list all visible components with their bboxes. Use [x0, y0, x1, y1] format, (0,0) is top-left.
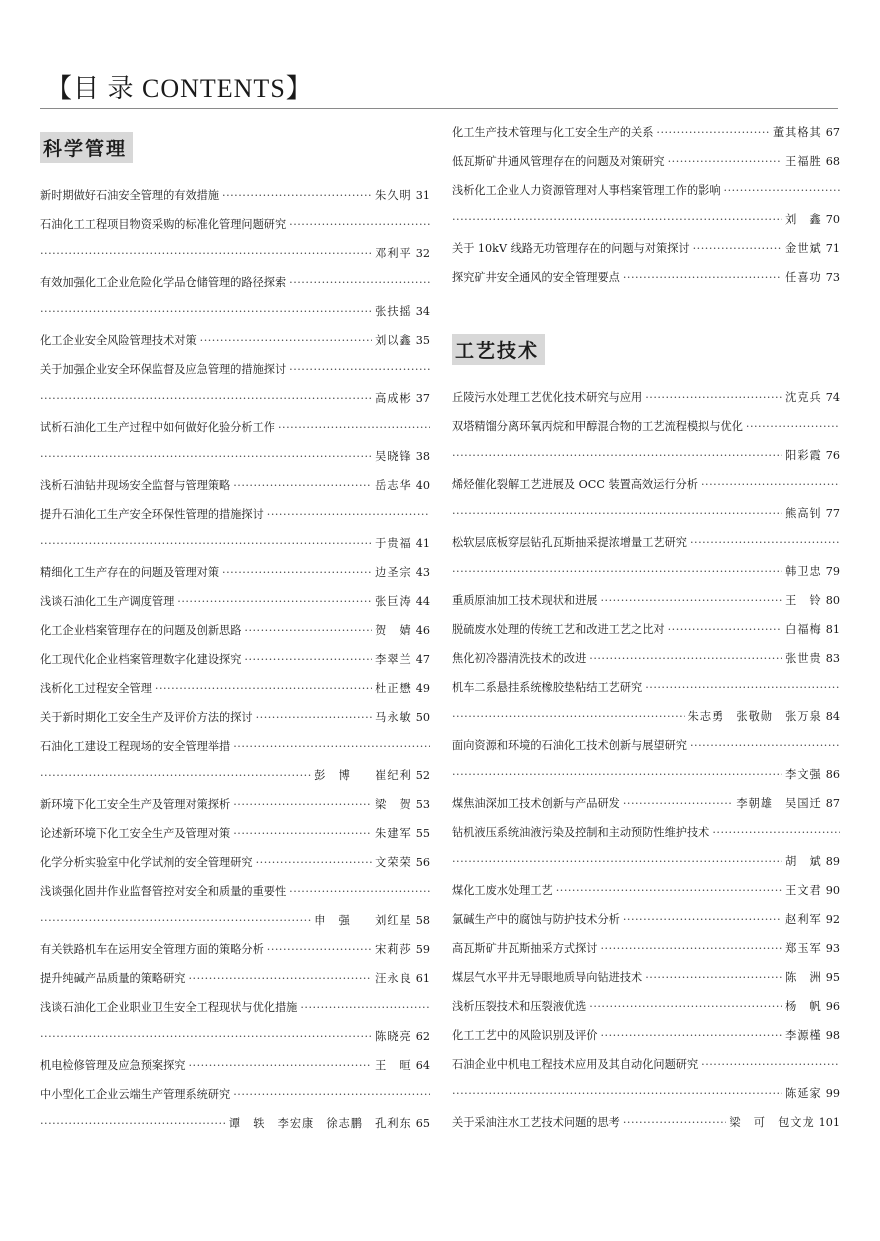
dot-leader [267, 943, 372, 956]
right-column [452, 110, 840, 1143]
toc-entry[interactable] [452, 1114, 840, 1143]
entry-page: 49 [415, 682, 430, 695]
dot-leader [452, 449, 782, 462]
dot-leader [452, 565, 782, 578]
entry-author: 王文君 [785, 884, 822, 897]
entry-author: 刘 鑫 [785, 213, 822, 226]
entry-page: 64 [415, 1059, 430, 1072]
entry-author: 岳志华 [375, 479, 412, 492]
entry-author: 梁 可 包文龙 [729, 1116, 815, 1129]
entry-author: 朱志勇 张敬勋 张万泉 [687, 710, 822, 723]
entry-page: 89 [825, 855, 840, 868]
toc-entry[interactable] [452, 182, 840, 211]
toc-entry[interactable] [40, 767, 430, 796]
toc-entry[interactable] [452, 124, 840, 153]
toc-entry[interactable] [452, 766, 840, 795]
toc-entry[interactable] [40, 1115, 430, 1144]
dot-leader [656, 126, 770, 139]
entry-page: 76 [825, 449, 840, 462]
entry-page: 99 [825, 1087, 840, 1100]
entry-author: 边圣宗 [375, 566, 412, 579]
entry-author: 张巨涛 [375, 595, 412, 608]
dot-leader [746, 420, 840, 433]
dot-leader [452, 507, 782, 520]
entry-page: 84 [825, 710, 840, 723]
entry-author: 吴晓锋 [375, 450, 412, 463]
entry-author: 高成彬 [375, 392, 412, 405]
dot-leader [188, 1059, 372, 1072]
dot-leader [40, 769, 311, 782]
entry-title: 浅析压裂技术和压裂液优选 [452, 1000, 587, 1013]
dot-leader [452, 1087, 782, 1100]
entry-title: 化工工艺中的风险识别及评价 [452, 1029, 598, 1042]
entry-page: 37 [415, 392, 430, 405]
page-title: 【目 录 CONTENTS】 [46, 74, 313, 103]
toc-entry[interactable] [452, 505, 840, 534]
toc-entry[interactable] [452, 1085, 840, 1114]
toc-entry[interactable] [40, 187, 430, 216]
toc-entry[interactable] [40, 216, 430, 245]
entry-page: 71 [825, 242, 840, 255]
entry-title: 浅析石油钻井现场安全监督与管理策略 [40, 479, 231, 492]
entry-title: 脱硫废水处理的传统工艺和改进工艺之比对 [452, 623, 665, 636]
entry-author: 郑玉军 [785, 942, 822, 955]
entry-author: 梁 贺 [375, 798, 412, 811]
entry-author: 熊高钊 [785, 507, 822, 520]
dot-leader [278, 421, 430, 434]
entry-page: 61 [415, 972, 430, 985]
toc-entry[interactable] [40, 477, 430, 506]
toc-entry[interactable] [40, 825, 430, 854]
entry-title: 化工生产技术管理与化工安全生产的关系 [452, 126, 654, 139]
dot-leader [724, 184, 840, 197]
toc-list-right-top [452, 124, 840, 298]
toc-entry[interactable] [452, 476, 840, 505]
dot-leader [623, 1116, 726, 1129]
entry-page: 56 [415, 856, 430, 869]
dot-leader [40, 914, 311, 927]
dot-leader [693, 242, 783, 255]
toc-entry[interactable] [452, 1056, 840, 1085]
dot-leader [645, 681, 840, 694]
entry-author: 文荣荣 [375, 856, 412, 869]
toc-entry[interactable] [452, 998, 840, 1027]
entry-title: 有关铁路机车在运用安全管理方面的策略分析 [40, 943, 264, 956]
dot-leader [244, 653, 372, 666]
entry-title: 化学分析实验室中化学试剂的安全管理研究 [40, 856, 253, 869]
toc-header [40, 62, 838, 109]
toc-entry[interactable] [40, 796, 430, 825]
entry-author: 王 晅 [375, 1059, 412, 1072]
entry-title: 钻机液压系统油液污染及控制和主动预防性维护技术 [452, 826, 710, 839]
entry-page: 67 [825, 126, 840, 139]
entry-author: 贺 婧 [375, 624, 412, 637]
dot-leader [40, 537, 372, 550]
toc-entry[interactable] [40, 245, 430, 274]
toc-entry[interactable] [452, 418, 840, 447]
entry-title: 提升纯碱产品质量的策略研究 [40, 972, 186, 985]
toc-entry[interactable] [452, 447, 840, 476]
dot-leader [244, 624, 372, 637]
dot-leader [289, 218, 430, 231]
entry-title: 浅析化工过程安全管理 [40, 682, 152, 695]
dot-leader [40, 247, 372, 260]
entry-title: 关于采油注水工艺技术问题的思考 [452, 1116, 620, 1129]
entry-page: 44 [415, 595, 430, 608]
entry-author: 邓利平 [375, 247, 412, 260]
toc-entry[interactable] [40, 883, 430, 912]
entry-page: 68 [825, 155, 840, 168]
entry-title: 石油化工建设工程现场的安全管理举措 [40, 740, 231, 753]
toc-entry[interactable] [40, 1028, 430, 1057]
dot-leader [222, 189, 372, 202]
dot-leader [40, 450, 372, 463]
section-title-craft: 工艺技术 [452, 334, 545, 365]
entry-author: 金世斌 [785, 242, 822, 255]
entry-page: 83 [825, 652, 840, 665]
entry-title: 中小型化工企业云端生产管理系统研究 [40, 1088, 231, 1101]
dot-leader [701, 478, 840, 491]
dot-leader [233, 479, 372, 492]
toc-list-left [40, 187, 430, 1144]
entry-author: 刘以鑫 [375, 334, 412, 347]
toc-entry[interactable] [40, 709, 430, 738]
entry-title: 精细化工生产存在的问题及管理对策 [40, 566, 220, 579]
entry-title: 重质原油加工技术现状和进展 [452, 594, 598, 607]
entry-page: 34 [415, 305, 430, 318]
entry-author: 王福胜 [785, 155, 822, 168]
entry-title: 氯碱生产中的腐蚀与防护技术分析 [452, 913, 620, 926]
entry-page: 73 [825, 271, 840, 284]
dot-leader [155, 682, 372, 695]
entry-page: 43 [415, 566, 430, 579]
entry-author: 张世贵 [785, 652, 822, 665]
entry-page: 65 [415, 1117, 430, 1130]
entry-title: 双塔精馏分离环氧丙烷和甲醇混合物的工艺流程模拟与优化 [452, 420, 743, 433]
dot-leader [188, 972, 372, 985]
toc-entry[interactable] [40, 1086, 430, 1115]
entry-title: 面向资源和环境的石油化工技术创新与展望研究 [452, 739, 687, 752]
entry-page: 38 [415, 450, 430, 463]
entry-page: 98 [825, 1029, 840, 1042]
entry-author: 韩卫忠 [785, 565, 822, 578]
entry-page: 95 [825, 971, 840, 984]
entry-author: 阳彩霞 [785, 449, 822, 462]
toc-entry[interactable] [40, 941, 430, 970]
entry-author: 李翠兰 [375, 653, 412, 666]
entry-author: 任喜功 [785, 271, 822, 284]
entry-page: 55 [415, 827, 430, 840]
entry-author: 王 铃 [785, 594, 822, 607]
toc-list-right-bottom [452, 389, 840, 1143]
entry-title: 化工企业档案管理存在的问题及创新思路 [40, 624, 242, 637]
entry-author: 谭 轶 李宏康 徐志鹏 孔利东 [228, 1117, 412, 1130]
toc-entry[interactable] [452, 795, 840, 824]
entry-title: 论述新环境下化工安全生产及管理对策 [40, 827, 231, 840]
entry-page: 35 [415, 334, 430, 347]
entry-page: 46 [415, 624, 430, 637]
dot-leader [40, 1030, 372, 1043]
entry-author: 申 强 刘红星 [314, 914, 412, 927]
toc-entry[interactable] [452, 1027, 840, 1056]
entry-author: 李文强 [785, 768, 822, 781]
entry-page: 70 [825, 213, 840, 226]
entry-page: 32 [415, 247, 430, 260]
toc-entry[interactable] [40, 593, 430, 622]
entry-title: 煤层气水平井无导眼地质导向钻进技术 [452, 971, 643, 984]
toc-entry[interactable] [452, 824, 840, 853]
entry-author: 于贵福 [375, 537, 412, 550]
toc-entry[interactable] [40, 564, 430, 593]
dot-leader [289, 363, 430, 376]
entry-page: 47 [415, 653, 430, 666]
dot-leader [556, 884, 782, 897]
entry-author: 陈 洲 [785, 971, 822, 984]
dot-leader [623, 797, 734, 810]
toc-entry[interactable] [40, 738, 430, 767]
left-column [40, 110, 430, 1144]
dot-leader [233, 740, 430, 753]
toc-entry[interactable] [452, 389, 840, 418]
entry-author: 张扶摇 [375, 305, 412, 318]
entry-author: 董其格其 [772, 126, 822, 139]
entry-title: 新时期做好石油安全管理的有效措施 [40, 189, 220, 202]
entry-title: 低瓦斯矿井通风管理存在的问题及对策研究 [452, 155, 665, 168]
dot-leader [600, 594, 782, 607]
dot-leader [712, 826, 840, 839]
dot-leader [289, 885, 430, 898]
dot-leader [600, 1029, 782, 1042]
dot-leader [452, 710, 685, 723]
entry-page: 92 [825, 913, 840, 926]
toc-entry[interactable] [452, 153, 840, 182]
entry-page: 96 [825, 1000, 840, 1013]
toc-entry[interactable] [452, 592, 840, 621]
dot-leader [256, 856, 373, 869]
toc-entry[interactable] [452, 911, 840, 940]
entry-title: 丘陵污水处理工艺优化技术研究与应用 [452, 391, 643, 404]
entry-title: 关于新时期化工安全生产及评价方法的探讨 [40, 711, 253, 724]
entry-title: 提升石油化工生产安全环保性管理的措施探讨 [40, 508, 264, 521]
entry-title: 浅谈石油化工企业职业卫生安全工程现状与优化措施 [40, 1001, 298, 1014]
entry-page: 77 [825, 507, 840, 520]
toc-entry[interactable] [40, 622, 430, 651]
entry-page: 80 [825, 594, 840, 607]
dot-leader [452, 855, 782, 868]
entry-title: 化工现代化企业档案管理数字化建设探究 [40, 653, 242, 666]
dot-leader [589, 1000, 782, 1013]
entry-author: 陈延家 [785, 1087, 822, 1100]
toc-entry[interactable] [40, 303, 430, 332]
entry-title: 烯烃催化裂解工艺进展及 OCC 装置高效运行分析 [452, 478, 698, 491]
entry-page: 53 [415, 798, 430, 811]
entry-page: 79 [825, 565, 840, 578]
dot-leader [222, 566, 372, 579]
toc-entry[interactable] [452, 240, 840, 269]
toc-entry[interactable] [40, 506, 430, 535]
entry-title: 试析石油化工生产过程中如何做好化验分析工作 [40, 421, 275, 434]
entry-page: 62 [415, 1030, 430, 1043]
dot-leader [300, 1001, 430, 1014]
entry-title: 高瓦斯矿井瓦斯抽采方式探讨 [452, 942, 598, 955]
entry-author: 朱建军 [375, 827, 412, 840]
dot-leader [200, 334, 373, 347]
entry-title: 化工企业安全风险管理技术对策 [40, 334, 197, 347]
entry-page: 41 [415, 537, 430, 550]
entry-title: 煤化工废水处理工艺 [452, 884, 553, 897]
dot-leader [690, 739, 840, 752]
toc-entry[interactable] [40, 680, 430, 709]
dot-leader [40, 1117, 226, 1130]
entry-title: 石油企业中机电工程技术应用及其自动化问题研究 [452, 1058, 699, 1071]
entry-page: 81 [825, 623, 840, 636]
dot-leader [690, 536, 840, 549]
entry-author: 李朝雄 吴国迁 [736, 797, 822, 810]
toc-entry[interactable] [40, 970, 430, 999]
toc-entry[interactable] [40, 535, 430, 564]
entry-page: 87 [825, 797, 840, 810]
entry-page: 74 [825, 391, 840, 404]
toc-entry[interactable] [452, 563, 840, 592]
dot-leader [40, 305, 372, 318]
entry-page: 52 [415, 769, 430, 782]
toc-entry[interactable] [40, 390, 430, 419]
dot-leader [623, 271, 782, 284]
dot-leader [267, 508, 430, 521]
dot-leader [645, 391, 782, 404]
entry-author: 赵利军 [785, 913, 822, 926]
entry-page: 90 [825, 884, 840, 897]
entry-author: 杨 帆 [785, 1000, 822, 1013]
dot-leader [177, 595, 372, 608]
toc-entry[interactable] [452, 737, 840, 766]
entry-author: 彭 博 崔纪利 [314, 769, 412, 782]
entry-title: 探究矿井安全通风的安全管理要点 [452, 271, 620, 284]
entry-page: 58 [415, 914, 430, 927]
toc-entry[interactable] [452, 882, 840, 911]
entry-page: 86 [825, 768, 840, 781]
entry-title: 焦化初冷器清洗技术的改进 [452, 652, 587, 665]
dot-leader [589, 652, 782, 665]
dot-leader [452, 213, 782, 226]
entry-title: 有效加强化工企业危险化学品仓储管理的路径探索 [40, 276, 287, 289]
toc-entry[interactable] [452, 534, 840, 563]
entry-title: 浅析化工企业人力资源管理对人事档案管理工作的影响 [452, 184, 721, 197]
section-title-science: 科学管理 [40, 132, 133, 163]
toc-entry[interactable] [452, 650, 840, 679]
toc-entry[interactable] [452, 969, 840, 998]
entry-page: 59 [415, 943, 430, 956]
toc-entry[interactable] [40, 274, 430, 303]
entry-page: 31 [415, 189, 430, 202]
dot-leader [233, 827, 372, 840]
dot-leader [233, 798, 372, 811]
entry-title: 机电检修管理及应急预案探究 [40, 1059, 186, 1072]
entry-page: 50 [415, 711, 430, 724]
dot-leader [600, 942, 782, 955]
entry-title: 关于 10kV 线路无功管理存在的问题与对策探讨 [452, 242, 690, 255]
entry-title: 机车二系悬挂系统橡胶垫粘结工艺研究 [452, 681, 643, 694]
dot-leader [289, 276, 430, 289]
entry-author: 沈克兵 [785, 391, 822, 404]
entry-title: 浅谈石油化工生产调度管理 [40, 595, 175, 608]
toc-entry[interactable] [452, 853, 840, 882]
entry-page: 101 [818, 1116, 840, 1129]
toc-entry[interactable] [452, 269, 840, 298]
dot-leader [256, 711, 373, 724]
entry-author: 胡 斌 [785, 855, 822, 868]
entry-author: 马永敏 [375, 711, 412, 724]
toc-entry[interactable] [452, 621, 840, 650]
toc-entry[interactable] [452, 679, 840, 708]
entry-title: 煤焦油深加工技术创新与产品研发 [452, 797, 620, 810]
entry-author: 杜正懋 [375, 682, 412, 695]
toc-entry[interactable] [40, 361, 430, 390]
dot-leader [623, 913, 782, 926]
entry-author: 陈晓亮 [375, 1030, 412, 1043]
dot-leader [233, 1088, 430, 1101]
entry-title: 石油化工工程项目物资采购的标准化管理问题研究 [40, 218, 287, 231]
entry-author: 朱久明 [375, 189, 412, 202]
entry-author: 李源槿 [785, 1029, 822, 1042]
entry-title: 松软层底板穿层钻孔瓦斯抽采提浓增量工艺研究 [452, 536, 687, 549]
toc-entry[interactable] [40, 332, 430, 361]
dot-leader [668, 623, 783, 636]
entry-title: 新环境下化工安全生产及管理对策探析 [40, 798, 231, 811]
entry-title: 关于加强企业安全环保监督及应急管理的措施探讨 [40, 363, 287, 376]
entry-title: 浅谈强化固井作业监督管控对安全和质量的重要性 [40, 885, 287, 898]
entry-page: 40 [415, 479, 430, 492]
dot-leader [645, 971, 782, 984]
toc-entry[interactable] [40, 448, 430, 477]
entry-author: 宋莉莎 [375, 943, 412, 956]
entry-author: 汪永良 [375, 972, 412, 985]
dot-leader [668, 155, 783, 168]
toc-entry[interactable] [40, 912, 430, 941]
toc-entry[interactable] [40, 854, 430, 883]
toc-entry[interactable] [40, 999, 430, 1028]
toc-entry[interactable] [40, 419, 430, 448]
dot-leader [701, 1058, 840, 1071]
entry-author: 白福梅 [785, 623, 822, 636]
toc-entry[interactable] [40, 651, 430, 680]
toc-entry[interactable] [452, 940, 840, 969]
toc-entry[interactable] [40, 1057, 430, 1086]
entry-page: 93 [825, 942, 840, 955]
dot-leader [452, 768, 782, 781]
toc-entry[interactable] [452, 211, 840, 240]
toc-entry[interactable] [452, 708, 840, 737]
dot-leader [40, 392, 372, 405]
